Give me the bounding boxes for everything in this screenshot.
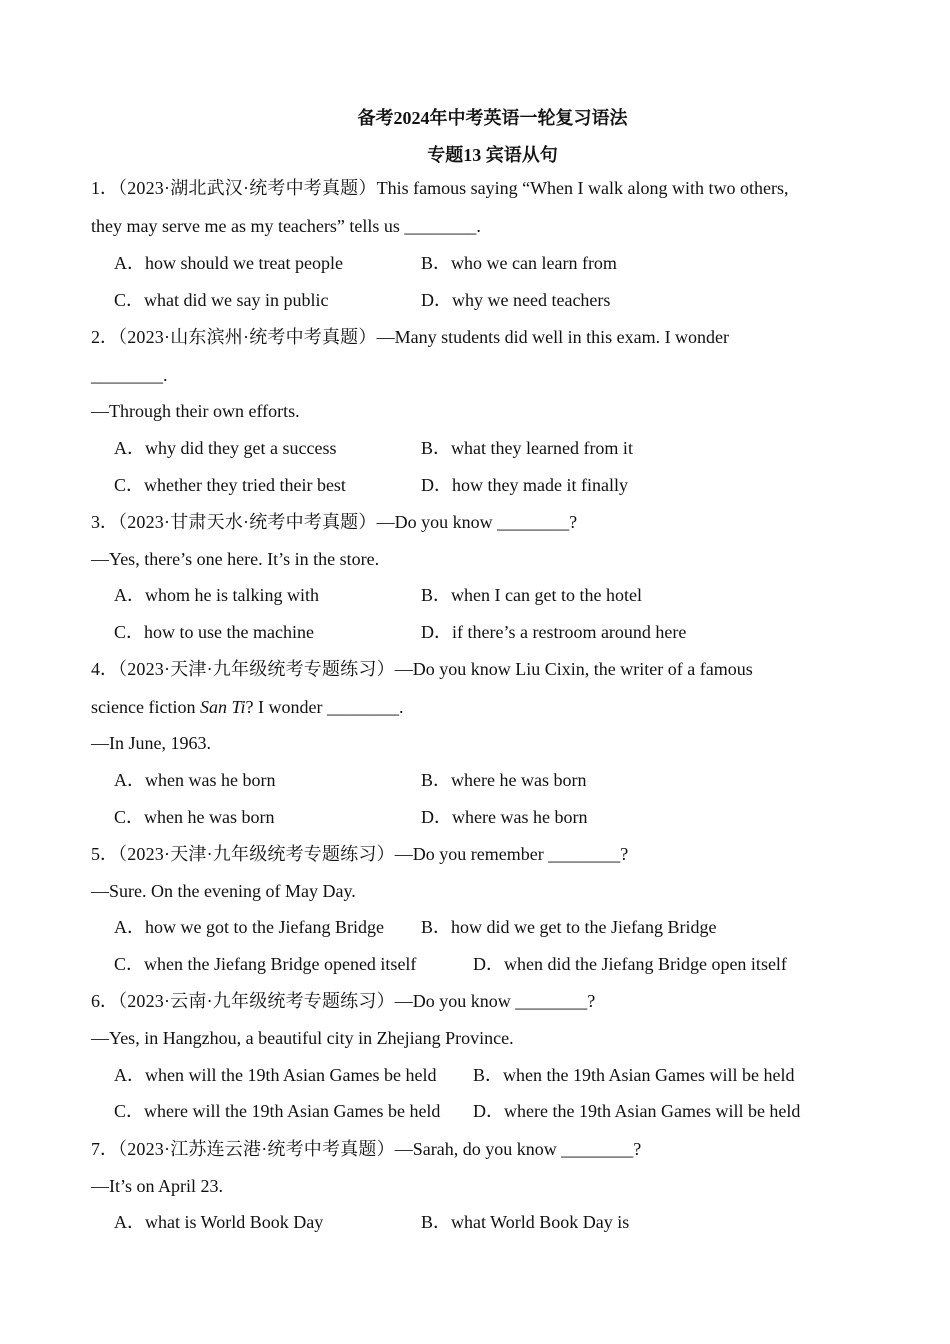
question-1-stem [91,177,789,199]
question-4-reply: —In June, 1963. [91,733,211,753]
question-4-option-a: A．when was he born [114,770,276,790]
question-number: 3． [91,512,118,532]
book-title: San Ti [199,697,246,717]
question-4-option-c: C．when he was born [114,807,275,827]
question-1-stem-cont: they may serve me as my teachers” tells us ________. [91,216,481,236]
question-2-option-a: A．why did they get a success [114,438,337,458]
question-text: This famous saying “When I walk along with two others, [376,178,789,198]
question-3-stem [91,511,577,533]
question-source: （2023·江苏连云港·统考中考真题） [118,1139,395,1159]
question-source: （2023·山东滨州·统考中考真题） [118,327,377,347]
question-7-stem [91,1138,641,1160]
question-number: 6． [91,991,118,1011]
question-4-stem [91,658,753,680]
question-7-reply: —It’s on April 23. [91,1176,224,1196]
question-6-option-c: C．where will the 19th Asian Games be held [114,1101,441,1121]
question-source: （2023·天津·九年级统考专题练习） [118,844,395,864]
question-2-reply: —Through their own efforts. [91,401,300,421]
question-2-option-b: B．what they learned from it [421,438,633,458]
question-source: （2023·云南·九年级统考专题练习） [118,991,395,1011]
question-6-option-d: D．where the 19th Asian Games will be held [473,1101,801,1121]
page-title: 备考2024年中考英语一轮复习语法 [357,108,628,128]
question-5-option-c: C．when the Jiefang Bridge opened itself [114,954,417,974]
question-source: （2023·天津·九年级统考专题练习） [118,659,395,679]
question-text: —Do you know ________? [376,512,578,532]
question-text: —Do you know ________? [394,991,596,1011]
question-3-option-d: D．if there’s a restroom around here [421,622,687,642]
question-7-option-b: B．what World Book Day is [421,1212,630,1232]
question-number: 7． [91,1139,118,1159]
question-4-stem-cont: science fiction San Ti? I wonder ________. [91,697,404,717]
question-3-reply: —Yes, there’s one here. It’s in the store. [91,549,380,569]
question-2-option-d: D．how they made it finally [421,475,628,495]
question-1-option-d: D．why we need teachers [421,290,611,310]
question-1-option-b: B．who we can learn from [421,253,617,273]
question-6-option-b: B．when the 19th Asian Games will be held [473,1065,795,1085]
question-2-option-c: C．whether they tried their best [114,475,346,495]
question-4-option-d: D．where was he born [421,807,588,827]
question-5-option-d: D．when did the Jiefang Bridge open itself [473,954,787,974]
question-text: —Do you remember ________? [394,844,629,864]
question-1-option-a: A．how should we treat people [114,253,343,273]
question-text: —Sarah, do you know ________? [394,1139,642,1159]
question-text: —Do you know Liu Cixin, the writer of a famous [394,659,753,679]
question-3-option-b: B．when I can get to the hotel [421,585,642,605]
question-4-option-b: B．where he was born [421,770,587,790]
question-3-option-c: C．how to use the machine [114,622,314,642]
page-subtitle: 专题13 宾语从句 [427,145,558,165]
question-3-option-a: A．whom he is talking with [114,585,319,605]
question-6-reply: —Yes, in Hangzhou, a beautiful city in Zhejiang Province. [91,1028,514,1048]
question-2-stem [91,326,729,348]
question-2-stem-cont: ________. [91,365,168,385]
question-source: （2023·甘肃天水·统考中考真题） [118,512,377,532]
question-6-stem [91,990,595,1012]
question-1-option-c: C．what did we say in public [114,290,329,310]
question-5-stem [91,843,628,865]
question-text: —Many students did well in this exam. I wonder [376,327,730,347]
question-number: 2． [91,327,118,347]
question-5-option-b: B．how did we get to the Jiefang Bridge [421,917,717,937]
question-5-option-a: A．how we got to the Jiefang Bridge [114,917,384,937]
question-number: 5． [91,844,118,864]
question-number: 1． [91,178,118,198]
question-6-option-a: A．when will the 19th Asian Games be held [114,1065,437,1085]
question-5-reply: —Sure. On the evening of May Day. [91,881,356,901]
question-7-option-a: A．what is World Book Day [114,1212,324,1232]
question-source: （2023·湖北武汉·统考中考真题） [118,178,377,198]
question-number: 4． [91,659,118,679]
